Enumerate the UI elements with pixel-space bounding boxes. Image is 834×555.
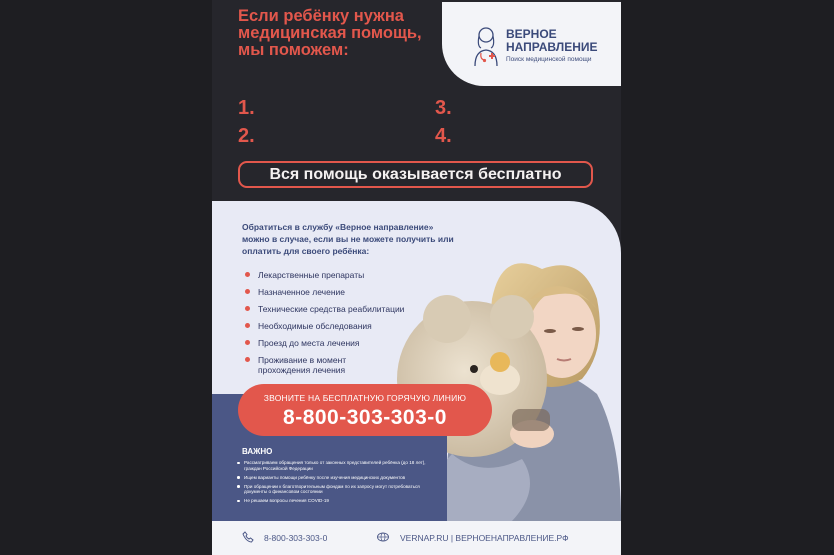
doctor-logo-icon <box>472 24 500 68</box>
step-number: 1. <box>238 97 255 119</box>
logo-title-line1: ВЕРНОЕ <box>506 27 557 41</box>
headline: Если ребёнку нужна медицинская помощь, мы поможем: <box>238 7 422 59</box>
hotline-phone[interactable]: 8-800-303-303-0 <box>283 406 447 429</box>
intro-text: Обратиться в службу «Верное направление» можно в случае, если вы не можете получить или оплатить для своего ребёнка: <box>242 222 454 256</box>
bullet-icon <box>245 340 250 345</box>
bullet-icon <box>245 306 250 311</box>
footer-sites[interactable]: VERNAP.RU | ВЕРНОЕНАПРАВЛЕНИЕ.РФ <box>400 533 569 543</box>
bullet-icon <box>245 323 250 328</box>
step-4 <box>435 124 621 148</box>
footer <box>212 521 621 555</box>
list-item: Назначенное лечение <box>245 287 404 304</box>
logo-subtitle: Поиск медицинской помощи <box>506 56 592 63</box>
hotline-pill[interactable] <box>238 384 492 436</box>
steps-list <box>238 96 608 150</box>
list-item: Необходимые обследования <box>245 321 404 338</box>
free-help-banner: Вся помощь оказывается бесплатно <box>238 161 593 188</box>
globe-icon <box>377 531 389 543</box>
logo-title-line2: НАПРАВЛЕНИЕ <box>506 40 598 54</box>
note-item: Не решаем вопросы лечения COVID-19 <box>236 498 426 504</box>
important-notes <box>236 460 426 507</box>
info-card <box>212 201 621 521</box>
list-item: Лекарственные препараты <box>245 270 404 287</box>
list-item: Технические средства реабилитации <box>245 304 404 321</box>
bullet-icon <box>245 357 250 362</box>
important-title: ВАЖНО <box>242 447 273 456</box>
note-item: Рассматриваем обращения только от законных представителей ребёнка (до 18 лет), граждан Российской Федерации <box>236 460 426 471</box>
bullet-icon <box>245 272 250 277</box>
step-1 <box>238 96 428 120</box>
note-item: Ищем варианты помощи ребёнку после изучения медицинских документов <box>236 475 426 481</box>
bullet-icon <box>245 289 250 294</box>
list-item: Проживание в момент прохождения лечения <box>245 355 404 381</box>
step-number: 2. <box>238 125 255 147</box>
list-item: Проезд до места лечения <box>245 338 404 355</box>
step-number: 4. <box>435 125 452 147</box>
logo-card <box>442 2 621 86</box>
logo-title <box>506 28 598 54</box>
note-item: При обращении к благотворительным фондам по их запросу могут потребоваться документы о финансовом состоянии <box>236 484 426 495</box>
hotline-caption: ЗВОНИТЕ НА БЕСПЛАТНУЮ ГОРЯЧУЮ ЛИНИЮ <box>263 393 467 403</box>
footer-phone[interactable]: 8-800-303-303-0 <box>264 533 328 543</box>
phone-icon <box>242 531 254 543</box>
step-number: 3. <box>435 97 452 119</box>
poster <box>212 0 621 555</box>
help-items-list <box>245 270 404 381</box>
step-2 <box>238 124 428 148</box>
step-3 <box>435 96 621 120</box>
